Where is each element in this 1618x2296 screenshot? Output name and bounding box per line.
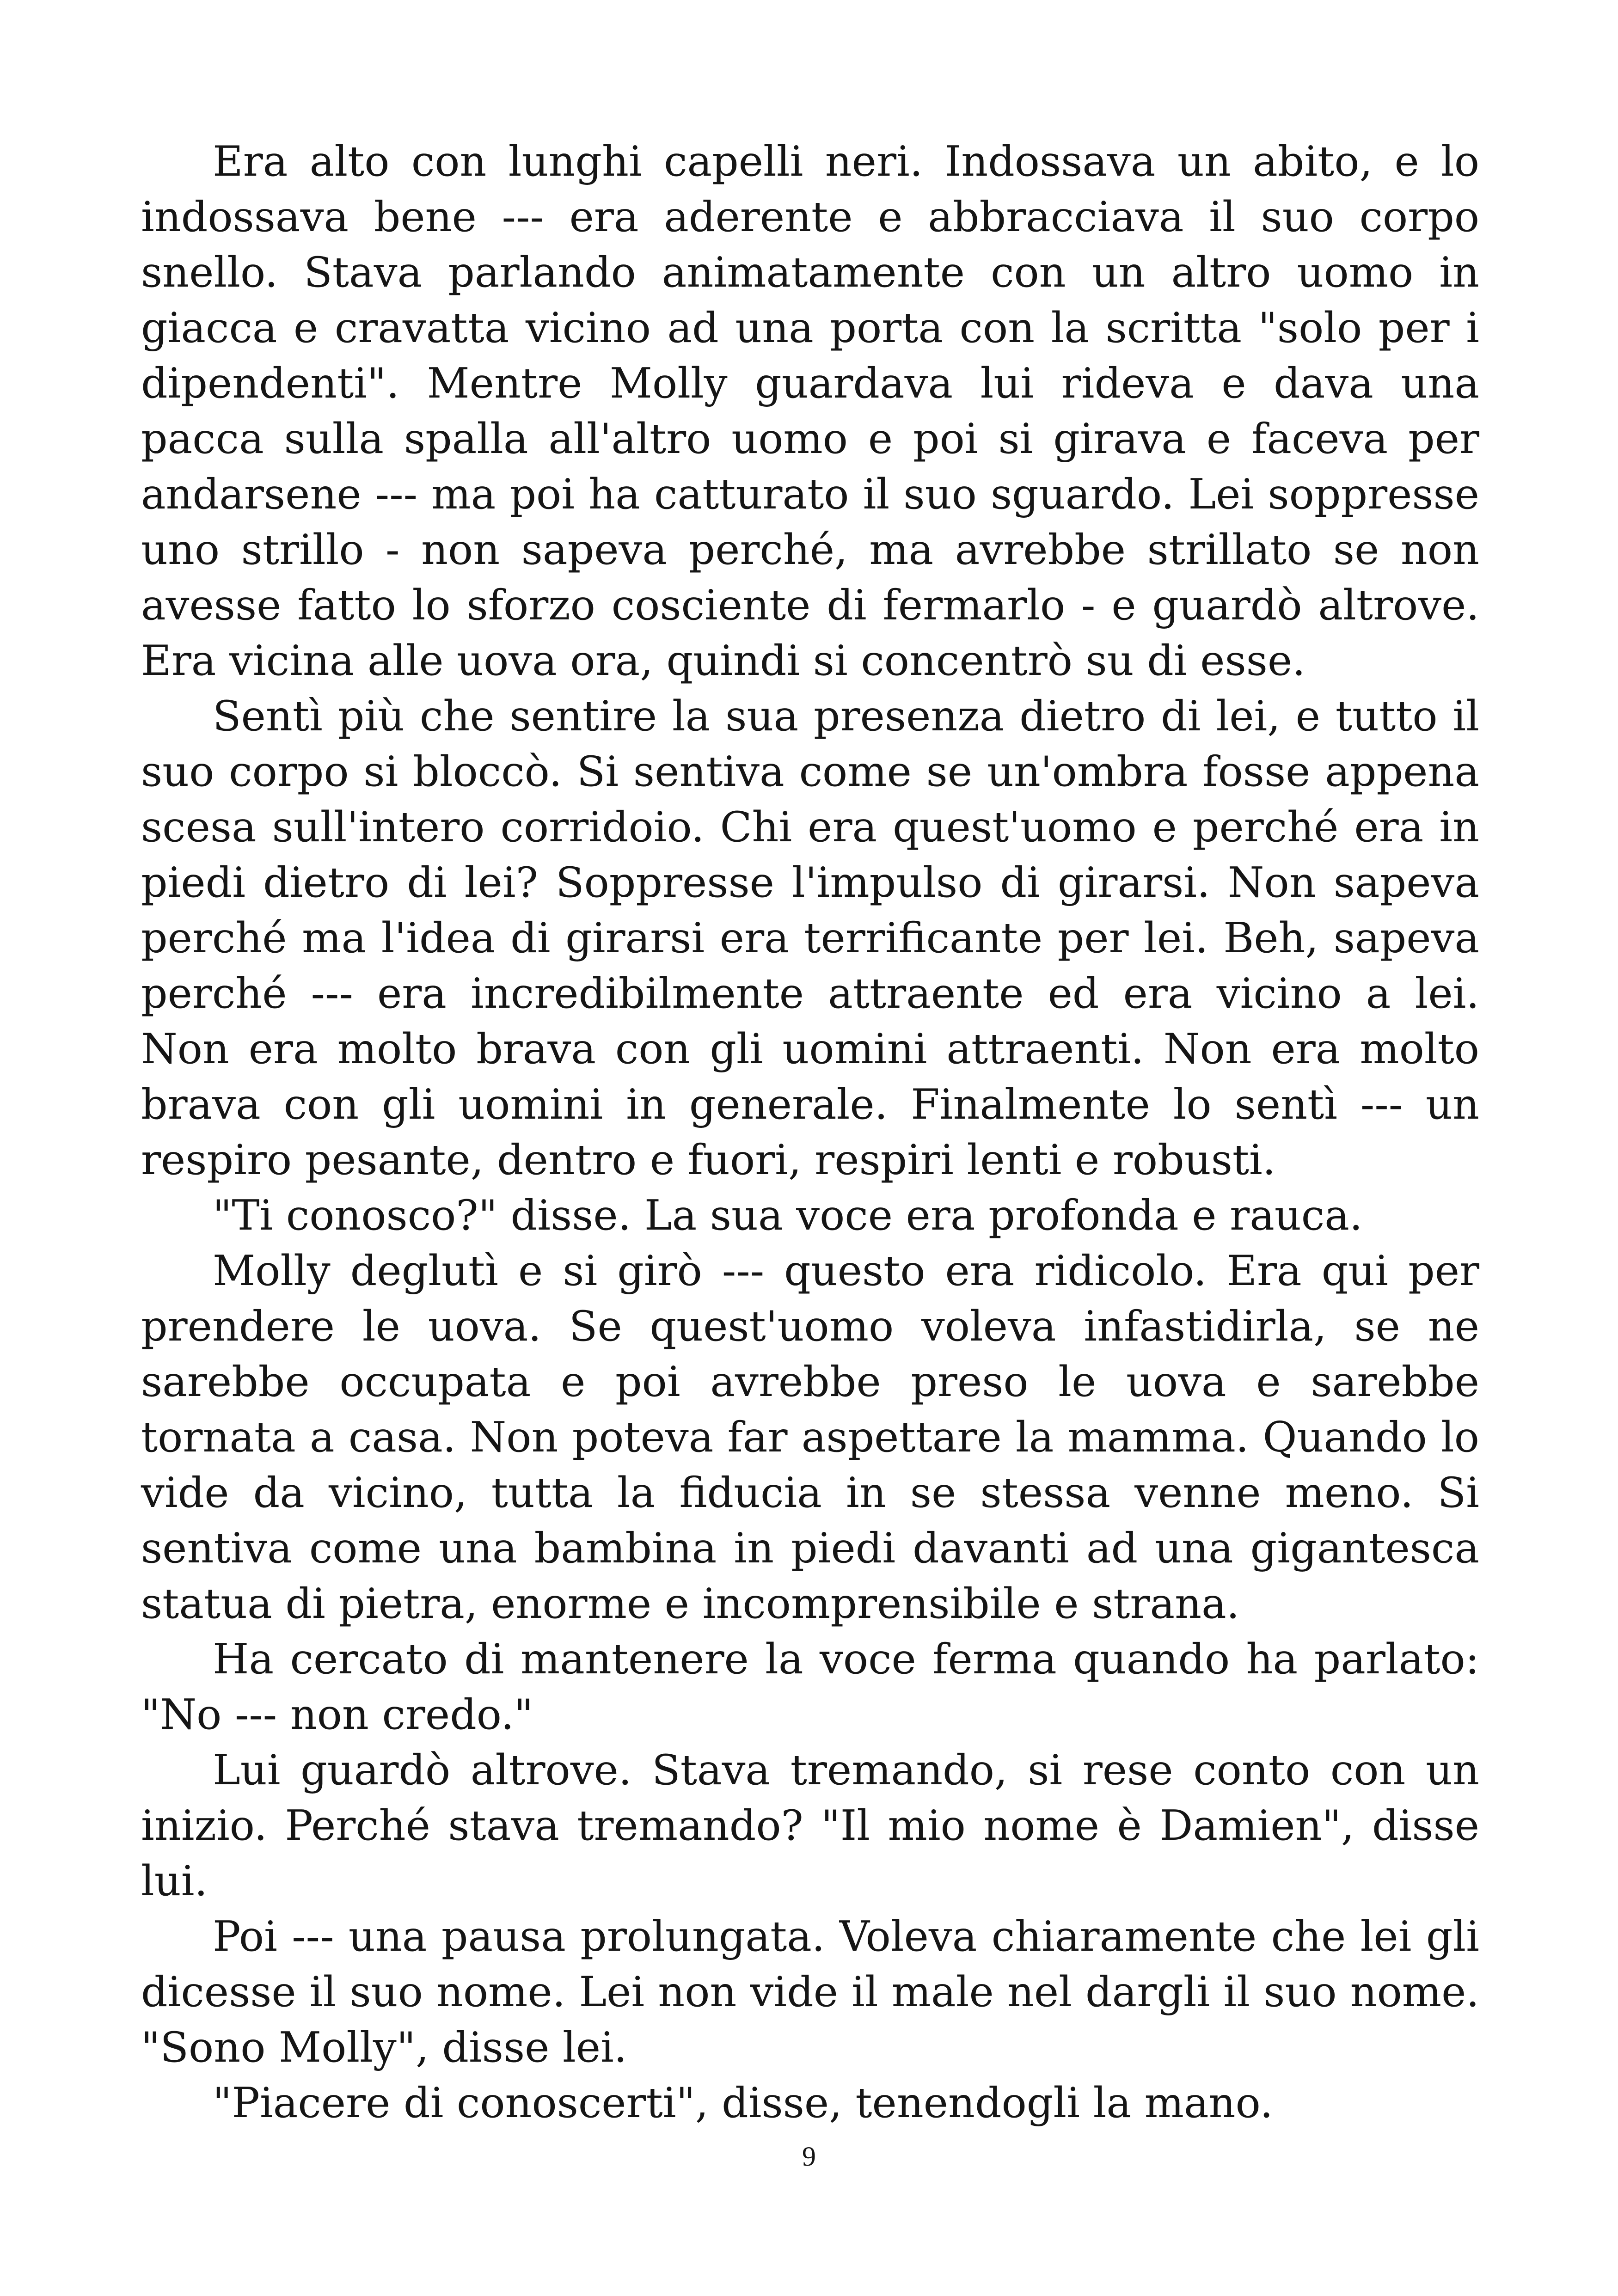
paragraph-8: "Piacere di conoscerti", disse, tenendogli la mano. [213,2079,1273,2127]
paragraph-5: Ha cercato di mantenere la voce ferma quando ha parlato: "No --- non credo." [141,1635,1479,1739]
page-number: 9 [802,2141,816,2172]
paragraph-4: Molly deglutì e si girò --- questo era ridicolo. Era qui per prendere le uova. Se quest'uomo voleva infastidirla, se ne sarebbe occupata e poi avrebbe preso le uova e sarebbe tornata a casa. Non poteva far aspettare la mamma. Quando lo vide da vicino, tutta la fiducia in se stessa venne meno. Si sentiva come una bambina in piedi davanti ad una gigantesca statua di pietra, enorme e incomprensibile e strana. [141,1247,1479,1628]
body-text [141,134,1479,2131]
paragraph-6: Lui guardò altrove. Stava tremando, si rese conto con un inizio. Perché stava tremando? "Il mio nome è Damien", disse lui. [141,1746,1479,1905]
paragraph-3: "Ti conosco?" disse. La sua voce era profonda e rauca. [213,1191,1363,1240]
paragraph-1: Era alto con lunghi capelli neri. Indossava un abito, e lo indossava bene --- era aderente e abbracciava il suo corpo snello. Stava parlando animatamente con un altro uomo in giacca e cravatta vicino ad una porta con la scritta "solo per i dipendenti". Mentre Molly guardava lui rideva e dava una pacca sulla spalla all'altro uomo e poi si girava e faceva per andarsene --- ma poi ha catturato il suo sguardo. Lei soppresse uno strillo - non sapeva perché, ma avrebbe strillato se non avesse fatto lo sforzo cosciente di fermarlo - e guardò altrove. Era vicina alle uova ora, quindi si concentrò su di esse. [141,137,1479,685]
paragraph-7: Poi --- una pausa prolungata. Voleva chiaramente che lei gli dicesse il suo nome. Lei non vide il male nel dargli il suo nome. "Sono Molly", disse lei. [141,1912,1479,2072]
paragraph-2: Sentì più che sentire la sua presenza dietro di lei, e tutto il suo corpo si bloccò. Si sentiva come se un'ombra fosse appena scesa sull'intero corridoio. Chi era quest'uomo e perché era in piedi dietro di lei? Soppresse l'impulso di girarsi. Non sapeva perché ma l'idea di girarsi era terrificante per lei. Beh, sapeva perché --- era incredibilmente attraente ed era vicino a lei. Non era molto brava con gli uomini attraenti. Non era molto brava con gli uomini in generale. Finalmente lo sentì --- un respiro pesante, dentro e fuori, respiri lenti e robusti. [141,692,1479,1184]
